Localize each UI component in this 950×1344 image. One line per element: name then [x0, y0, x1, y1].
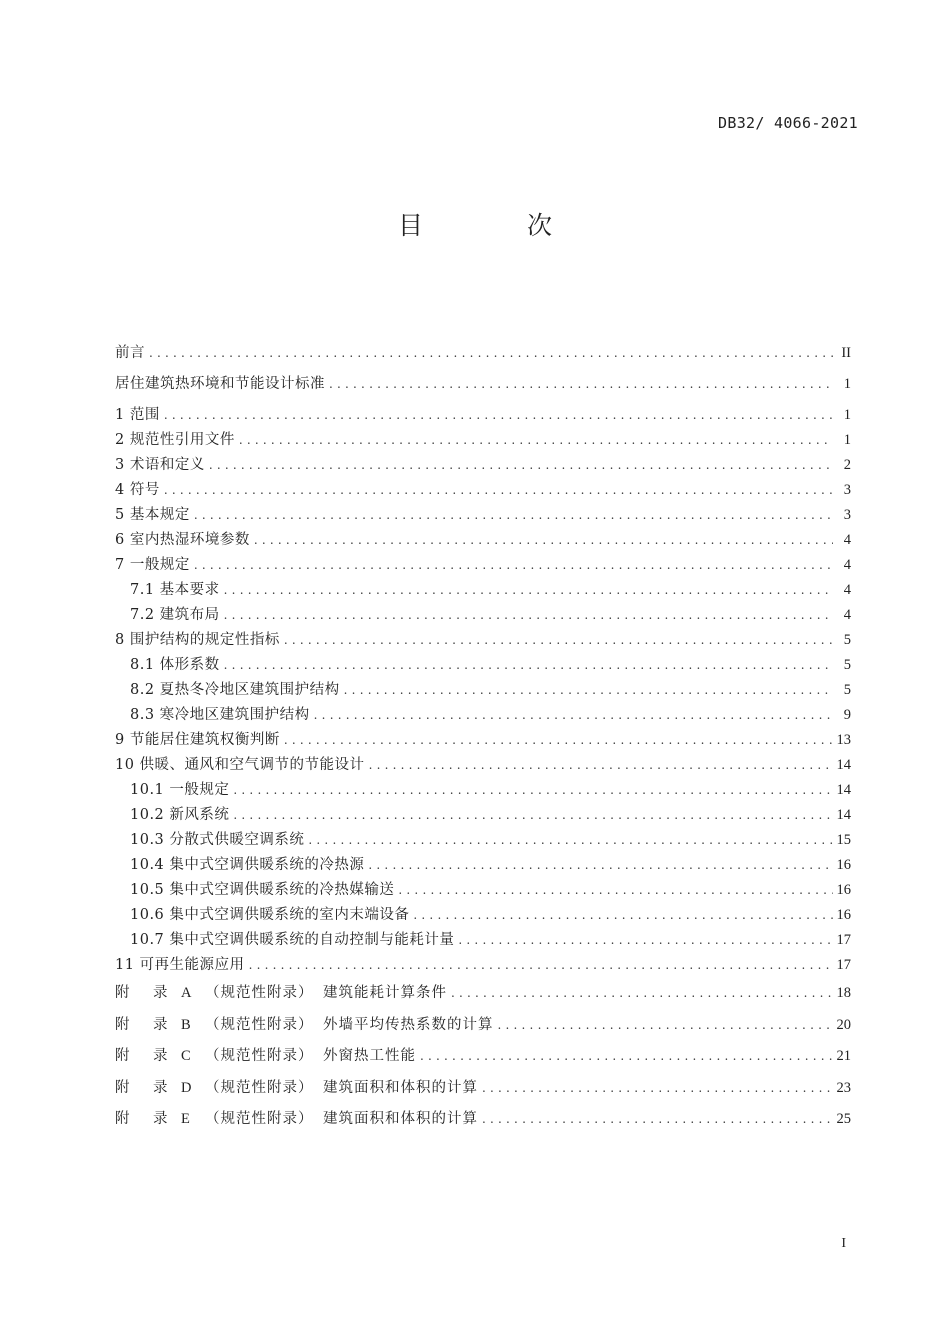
toc-entry-page: 1 [843, 376, 851, 392]
toc-entry-page: 17 [836, 957, 851, 973]
toc-subentry[interactable] [115, 578, 851, 603]
appendix-word-fu: 附 [115, 985, 130, 1001]
toc-leader-dots [233, 803, 832, 828]
toc-entry[interactable] [115, 553, 851, 578]
toc-entry-page: 18 [836, 985, 851, 1001]
appendix-label [115, 1041, 416, 1073]
toc-entry-page: 5 [843, 632, 851, 648]
toc-subentry[interactable] [115, 828, 851, 853]
toc-entry-label: 6 室内热湿环境参数 [115, 532, 250, 548]
appendix-type: （规范性附录） [205, 1111, 314, 1127]
appendix-name: 外窗热工性能 [323, 1048, 416, 1064]
toc-entry-page: 5 [843, 657, 851, 673]
toc-entry-label: 2 规范性引用文件 [115, 432, 235, 448]
toc-entry-label: 7.2 建筑布局 [130, 607, 220, 623]
toc-entry-label: 10.6 集中式空调供暖系统的室内末端设备 [130, 907, 410, 923]
toc-entry-label: 4 符号 [115, 482, 160, 498]
toc-subentry[interactable] [115, 853, 851, 878]
toc-entry-page: 1 [843, 407, 851, 423]
toc-entry-label: 前言 [115, 345, 145, 361]
appendix-word-lu: 录 [153, 1016, 168, 1033]
toc-leader-dots [368, 853, 832, 878]
toc-entry-label: 10.5 集中式空调供暖系统的冷热媒输送 [130, 882, 395, 898]
toc-leader-dots [482, 1104, 833, 1136]
toc-entry-page: 16 [836, 907, 851, 923]
toc-entry-page: 16 [836, 882, 851, 898]
appendix-type: （规范性附录） [205, 1016, 314, 1033]
toc-entry-label: 10.1 一般规定 [130, 782, 230, 798]
toc-entry-page: 4 [843, 582, 851, 598]
appendix-word-fu: 附 [115, 1048, 130, 1064]
toc-entry-label: 3 术语和定义 [115, 457, 205, 473]
appendix-word-lu: 录 [153, 985, 168, 1001]
toc-appendix-entry[interactable] [115, 1073, 851, 1105]
toc-leader-dots [308, 828, 832, 853]
toc-entry-page: 9 [843, 707, 851, 723]
appendix-label [115, 1073, 478, 1105]
appendix-type: （规范性附录） [205, 985, 314, 1001]
toc-subentry[interactable] [115, 803, 851, 828]
toc-leader-dots [458, 928, 832, 953]
toc-leader-dots [482, 1073, 833, 1105]
appendix-word-fu: 附 [115, 1079, 130, 1096]
toc-entry-page: 17 [836, 932, 851, 948]
toc-subentry[interactable] [115, 878, 851, 903]
page-number: I [841, 1236, 846, 1251]
toc-entry[interactable] [115, 953, 851, 978]
toc-subentry[interactable] [115, 778, 851, 803]
toc-leader-dots [451, 978, 833, 1010]
page-title: 目 次 [398, 211, 600, 240]
toc-entry-label: 7.1 基本要求 [130, 582, 220, 598]
appendix-type: （规范性附录） [205, 1048, 314, 1064]
toc-appendix-entry[interactable] [115, 1041, 851, 1073]
toc-entry-page: 4 [843, 557, 851, 573]
appendix-word-lu: 录 [153, 1048, 168, 1064]
appendix-label [115, 1010, 494, 1042]
toc-leader-dots [498, 1010, 833, 1042]
toc-entry-label: 11 可再生能源应用 [115, 957, 245, 973]
toc-leader-dots [149, 341, 833, 366]
toc-appendix-entry[interactable] [115, 1104, 851, 1136]
toc-subentry[interactable] [115, 653, 851, 678]
appendix-name: 建筑面积和体积的计算 [323, 1111, 478, 1127]
toc-leader-dots [164, 403, 833, 428]
toc-entry-page: 3 [843, 482, 851, 498]
toc-entry[interactable] [115, 453, 851, 478]
toc-entry-page: II [841, 345, 851, 361]
toc-leader-dots [224, 603, 833, 628]
appendix-letter: C [181, 1048, 192, 1064]
appendix-label [115, 1104, 478, 1136]
toc-entry-page: 20 [836, 1016, 851, 1033]
toc-entry-label: 1 范围 [115, 407, 160, 423]
toc-entry-page: 13 [836, 732, 851, 748]
document-code: DB32/ 4066-2021 [718, 114, 858, 132]
appendix-letter: E [181, 1111, 191, 1127]
table-of-contents [115, 341, 851, 1136]
toc-entry-label: 10.2 新风系统 [130, 807, 230, 823]
appendix-word-fu: 附 [115, 1016, 130, 1033]
toc-entry-label: 10.7 集中式空调供暖系统的自动控制与能耗计量 [130, 932, 455, 948]
toc-entry-label: 10.3 分散式供暖空调系统 [130, 832, 305, 848]
toc-entry-page: 5 [843, 682, 851, 698]
toc-leader-dots [239, 428, 833, 453]
toc-entry-page: 25 [836, 1111, 851, 1127]
toc-entry-label: 10 供暖、通风和空气调节的节能设计 [115, 757, 365, 773]
toc-entry[interactable] [115, 341, 851, 366]
toc-entry-label: 8.2 夏热冬冷地区建筑围护结构 [130, 682, 340, 698]
toc-leader-dots [413, 903, 832, 928]
toc-subentry[interactable] [115, 603, 851, 628]
toc-leader-dots [224, 578, 833, 603]
toc-leader-dots [398, 878, 832, 903]
appendix-label [115, 978, 447, 1010]
toc-entry-label: 7 一般规定 [115, 557, 190, 573]
toc-entry[interactable] [115, 478, 851, 503]
toc-leader-dots [194, 553, 833, 578]
toc-entry[interactable] [115, 728, 851, 753]
toc-entry[interactable] [115, 428, 851, 453]
appendix-word-lu: 录 [153, 1079, 168, 1096]
toc-leader-dots [420, 1041, 833, 1073]
toc-entry[interactable] [115, 528, 851, 553]
appendix-type: （规范性附录） [205, 1079, 314, 1096]
toc-leader-dots [329, 372, 833, 397]
toc-entry-page: 4 [843, 532, 851, 548]
toc-leader-dots [284, 628, 833, 653]
toc-subentry[interactable] [115, 928, 851, 953]
appendix-word-lu: 录 [153, 1111, 168, 1127]
toc-entry-label: 9 节能居住建筑权衡判断 [115, 732, 280, 748]
toc-entry[interactable] [115, 628, 851, 653]
appendix-letter: D [181, 1079, 192, 1096]
toc-entry-label: 8.3 寒冷地区建筑围护结构 [130, 707, 310, 723]
toc-leader-dots [314, 703, 833, 728]
toc-subentry[interactable] [115, 903, 851, 928]
toc-entry-page: 14 [836, 782, 851, 798]
toc-subentry[interactable] [115, 703, 851, 728]
toc-entry[interactable] [115, 372, 851, 397]
toc-entry-page: 14 [836, 807, 851, 823]
toc-leader-dots [344, 678, 833, 703]
toc-entry-label: 10.4 集中式空调供暖系统的冷热源 [130, 857, 365, 873]
toc-leader-dots [233, 778, 832, 803]
toc-leader-dots [209, 453, 833, 478]
toc-leader-dots [194, 503, 833, 528]
appendix-name: 建筑面积和体积的计算 [323, 1079, 478, 1096]
toc-leader-dots [224, 653, 833, 678]
toc-entry-label: 居住建筑热环境和节能设计标准 [115, 376, 325, 392]
toc-leader-dots [284, 728, 833, 753]
toc-leader-dots [164, 478, 833, 503]
toc-entry-page: 1 [843, 432, 851, 448]
appendix-letter: A [181, 985, 192, 1001]
toc-entry[interactable] [115, 403, 851, 428]
toc-entry-label: 8.1 体形系数 [130, 657, 220, 673]
toc-leader-dots [254, 528, 833, 553]
toc-entry-page: 4 [843, 607, 851, 623]
toc-leader-dots [249, 953, 833, 978]
toc-appendix-entry[interactable] [115, 978, 851, 1010]
toc-entry-page: 14 [836, 757, 851, 773]
toc-entry-page: 16 [836, 857, 851, 873]
appendix-letter: B [181, 1016, 192, 1033]
toc-entry-label: 8 围护结构的规定性指标 [115, 632, 280, 648]
toc-entry-page: 23 [836, 1079, 851, 1096]
toc-leader-dots [369, 753, 833, 778]
toc-entry-page: 15 [836, 832, 851, 848]
appendix-name: 建筑能耗计算条件 [323, 985, 447, 1001]
toc-appendix-entry[interactable] [115, 1010, 851, 1042]
toc-entry[interactable] [115, 753, 851, 778]
appendix-name: 外墙平均传热系数的计算 [323, 1016, 494, 1033]
toc-entry-label: 5 基本规定 [115, 507, 190, 523]
toc-subentry[interactable] [115, 678, 851, 703]
toc-entry-page: 2 [843, 457, 851, 473]
toc-entry-page: 3 [843, 507, 851, 523]
toc-entry-page: 21 [836, 1048, 851, 1064]
appendix-word-fu: 附 [115, 1111, 130, 1127]
toc-entry[interactable] [115, 503, 851, 528]
